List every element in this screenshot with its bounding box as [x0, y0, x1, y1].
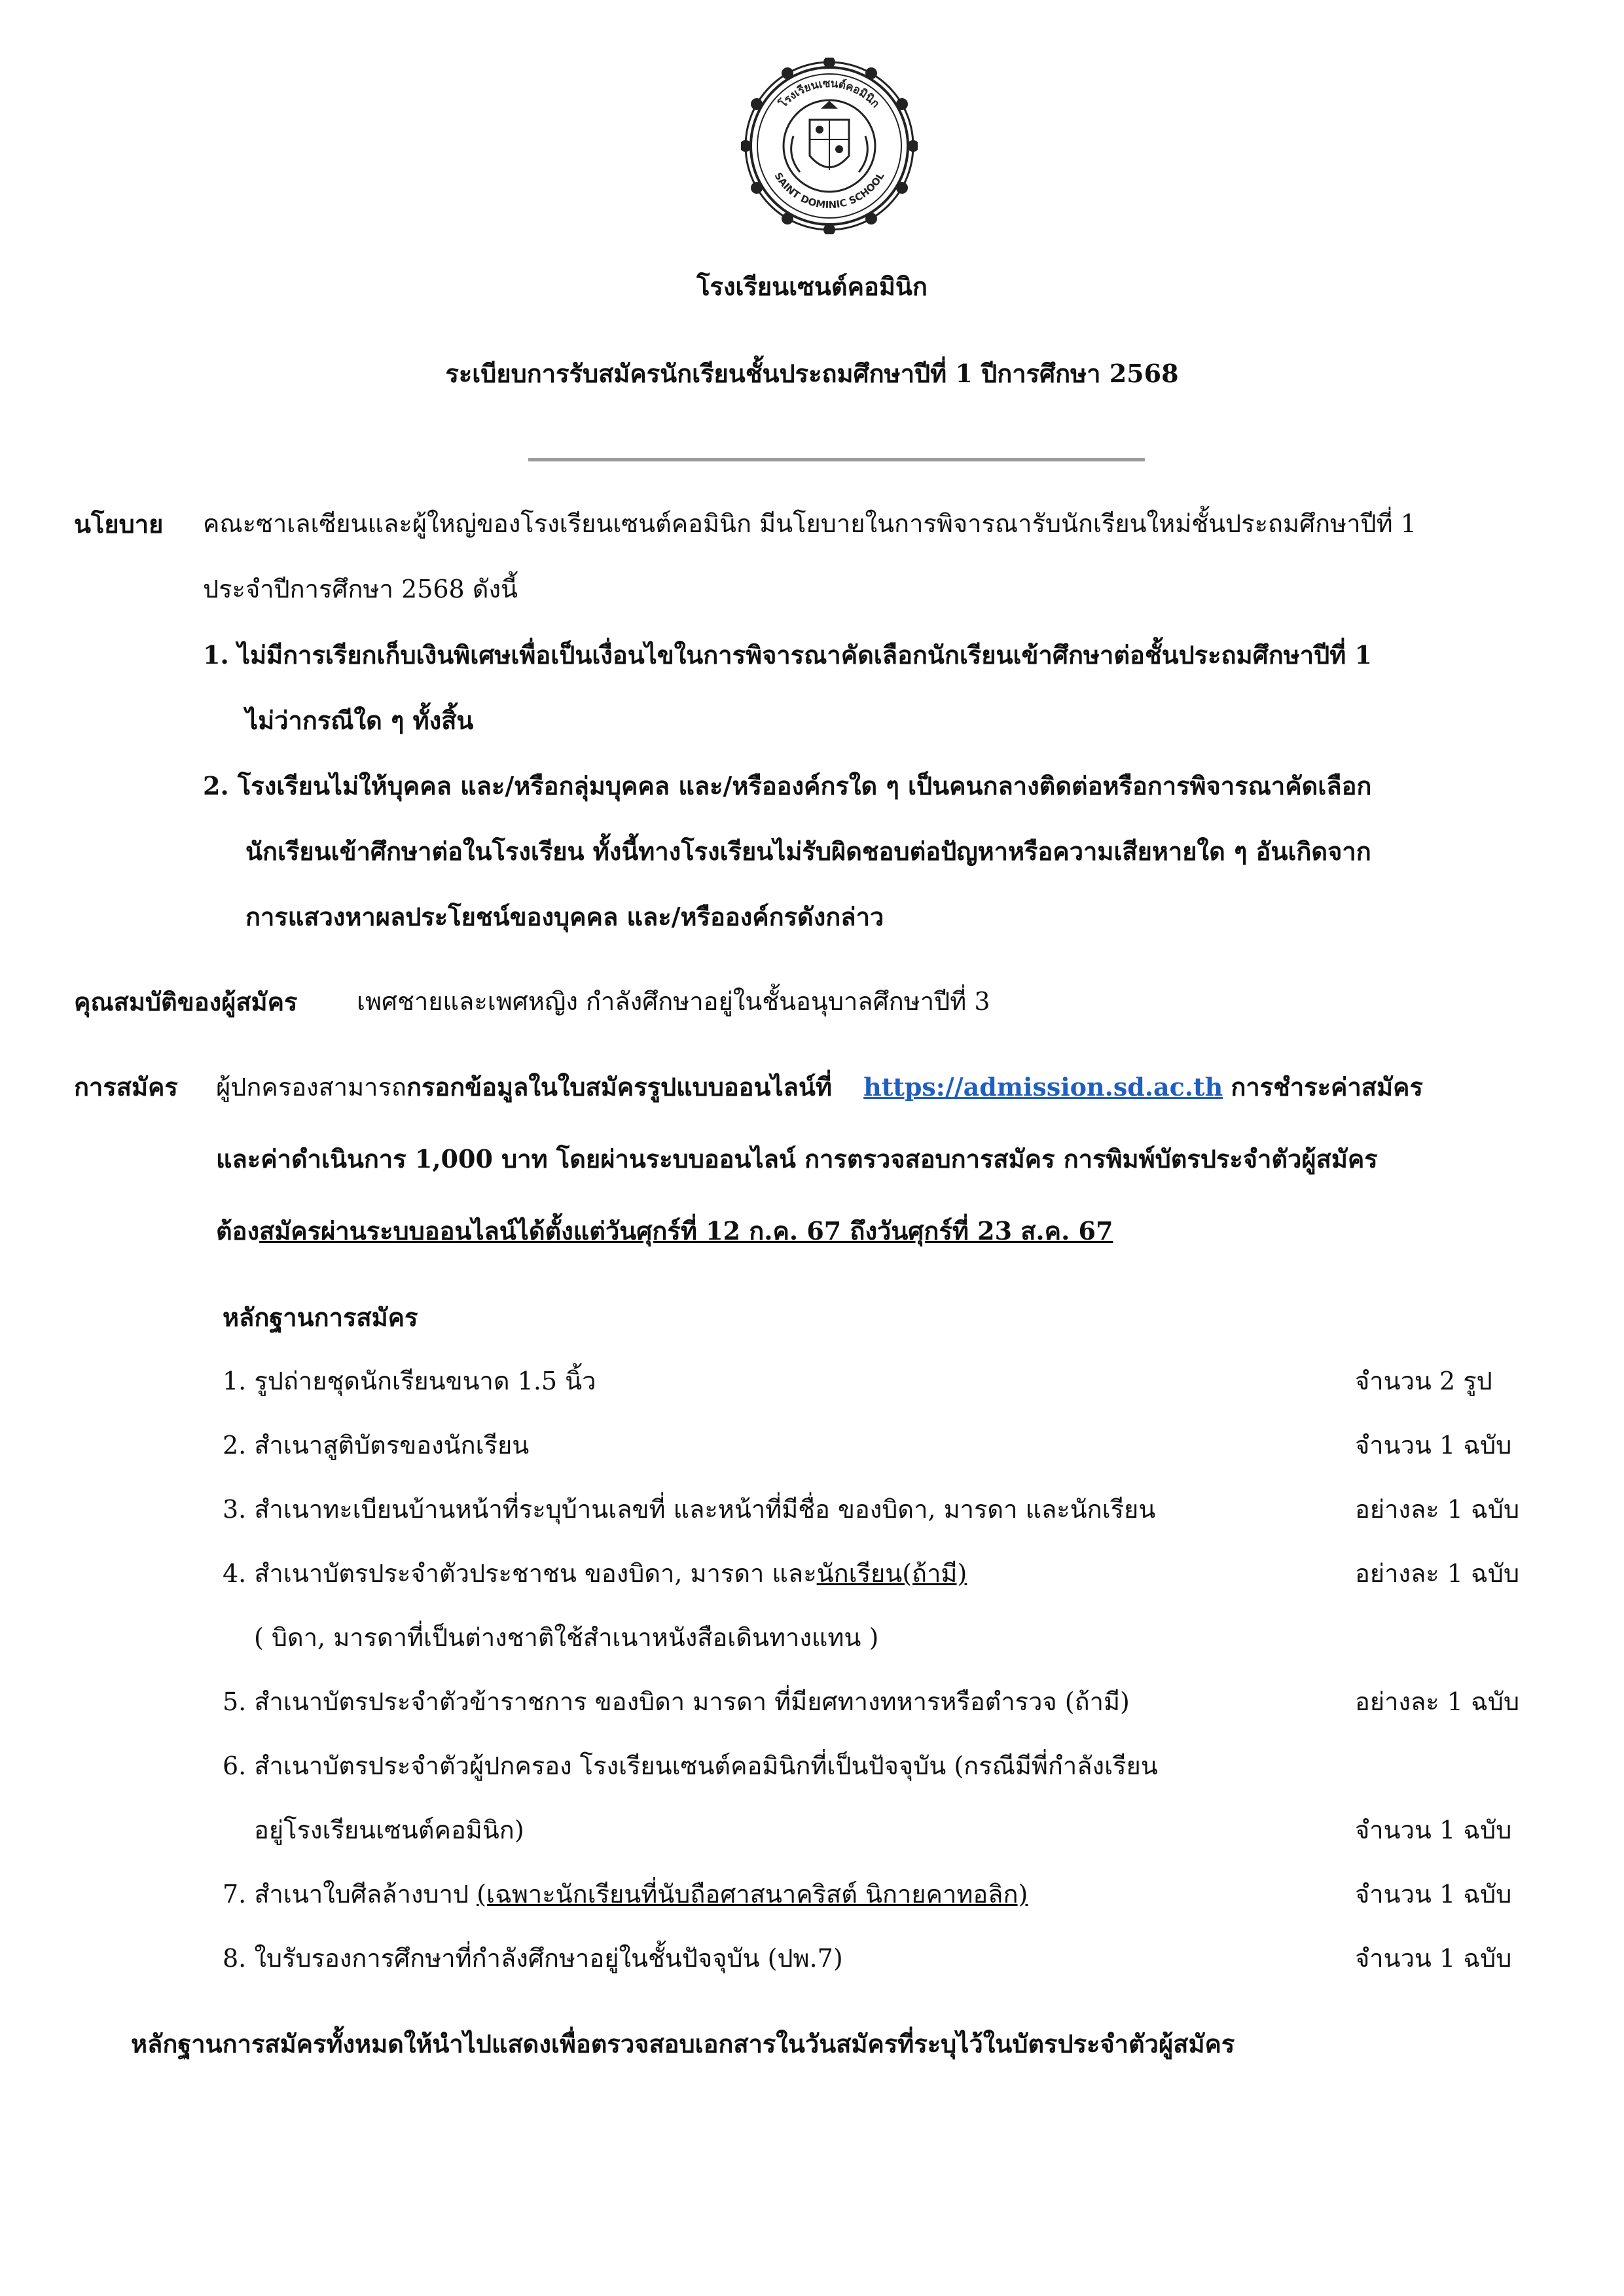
- evidence-item-note: ( บิดา, มารดาที่เป็นต่างชาติใช้สำเนาหนังสือเดินทางแทน ): [254, 1623, 879, 1652]
- evidence-item-num: 4.: [223, 1559, 247, 1588]
- seal-ring-text: SAINT DOMINIC SCHOOL: [772, 170, 887, 211]
- qualification-label: คุณสมบัติของผู้สมัคร: [74, 987, 298, 1016]
- evidence-item-num: 5.: [223, 1687, 247, 1716]
- evidence-item-num: 1.: [223, 1367, 247, 1395]
- policy-item-2: 2. โรงเรียนไม่ให้บุคคล และ/หรือกลุ่มบุคคล และ/หรือองค์กรใด ๆ เป็นคนกลางติดต่อหรือการพิจารณาคัดเลือก: [203, 771, 1372, 800]
- evidence-item: [223, 1559, 967, 1589]
- evidence-item: [223, 1880, 1028, 1910]
- school-seal-logo: [741, 58, 918, 234]
- policy-label: นโยบาย: [74, 509, 164, 539]
- evidence-item-num: 6.: [223, 1751, 247, 1780]
- evidence-item-text: สำเนาสูติบัตรของนักเรียน: [254, 1431, 530, 1460]
- application-period: สมัครผ่านระบบออนไลน์ได้ตั้งแต่วันศุกร์ที่ 12 ก.ค. 67 ถึงวันศุกร์ที่ 23 ส.ค. 67: [259, 1216, 1113, 1246]
- policy-intro-line2: ประจำปีการศึกษา 2568 ดังนี้: [203, 575, 518, 603]
- evidence-item-qty: จำนวน 2 รูป: [1355, 1367, 1492, 1395]
- policy-intro-line1: คณะซาเลเซียนและผู้ใหญ่ของโรงเรียนเซนต์คอมินิก มีนโยบายในการพิจารณารับนักเรียนใหม่ชั้นประถมศึกษาปีที่ 1: [203, 509, 1416, 538]
- footer-note: หลักฐานการสมัครทั้งหมดให้นำไปแสดงเพื่อตรวจสอบเอกสารในวันสมัครที่ระบุไว้ในบัตรประจำตัวผู้สมัคร: [131, 2029, 1235, 2058]
- evidence-item-num: 3.: [223, 1495, 247, 1524]
- evidence-item-qty: จำนวน 1 ฉบับ: [1355, 1880, 1512, 1909]
- application-line3-prefix: ต้อง: [216, 1216, 260, 1246]
- application-line1-plain: ผู้ปกครองสามารถ: [216, 1073, 406, 1102]
- application-line1-end: การชำระค่าสมัคร: [1231, 1072, 1423, 1102]
- evidence-item: [223, 1944, 843, 1974]
- evidence-item-qty: อย่างละ 1 ฉบับ: [1355, 1559, 1520, 1588]
- evidence-item-text: สำเนาบัตรประจำตัวข้าราชการ ของบิดา มารดา ที่มียศทางทหารหรือตำรวจ (ถ้ามี): [254, 1687, 1130, 1716]
- evidence-item-text-underlined: (เฉพาะนักเรียนที่นับถือศาสนาคริสต์ นิกายคาทอลิก): [477, 1880, 1028, 1909]
- admission-link[interactable]: https://admission.sd.ac.th: [863, 1072, 1223, 1102]
- evidence-item-text-underlined: นักเรียน(ถ้ามี): [816, 1559, 967, 1588]
- evidence-item: [223, 1367, 596, 1397]
- evidence-item-qty: จำนวน 1 ฉบับ: [1355, 1431, 1512, 1460]
- application-line1-bold: กรอกข้อมูลในใบสมัครรูปแบบออนไลน์ที่: [406, 1072, 832, 1102]
- evidence-item-text: สำเนาบัตรประจำตัวผู้ปกครอง โรงเรียนเซนต์คอมินิกที่เป็นปัจจุบัน (กรณีมีพี่กำลังเรียน: [254, 1751, 1158, 1780]
- seal-top-text: โรงเรียนเซนต์คอมินิก: [776, 77, 882, 111]
- qualification-text: เพศชายและเพศหญิง กำลังศึกษาอยู่ในชั้นอนุบาลศึกษาปีที่ 3: [357, 987, 990, 1016]
- policy-item-2-cont1: นักเรียนเข้าศึกษาต่อในโรงเรียน ทั้งนี้ทางโรงเรียนไม่รับผิดชอบต่อปัญหาหรือความเสียหายใด ๆ อันเกิดจาก: [245, 836, 1371, 866]
- evidence-item-text: รูปถ่ายชุดนักเรียนขนาด 1.5 นิ้ว: [254, 1367, 596, 1395]
- application-line2: และค่าดำเนินการ 1,000 บาท โดยผ่านระบบออนไลน์ การตรวจสอบการสมัคร การพิมพ์บัตรประจำตัวผู้สมัคร: [216, 1144, 1378, 1174]
- application-line1: [216, 1072, 1423, 1103]
- evidence-item: [223, 1687, 1130, 1717]
- policy-item-1-cont: ไม่ว่ากรณีใด ๆ ทั้งสิ้น: [245, 706, 474, 735]
- evidence-item-num: 8.: [223, 1944, 247, 1973]
- application-line3: [216, 1216, 1113, 1246]
- evidence-item-text-cont: อยู่โรงเรียนเซนต์คอมินิก): [254, 1816, 524, 1844]
- policy-item-2-cont2: การแสวงหาผลประโยชน์ของบุคคล และ/หรือองค์กรดังกล่าว: [245, 902, 884, 931]
- evidence-item-text: สำเนาใบศีลล้างบาป: [254, 1880, 477, 1909]
- evidence-item-num: 2.: [223, 1431, 247, 1460]
- policy-item-1: 1. ไม่มีการเรียกเก็บเงินพิเศษเพื่อเป็นเงื่อนไขในการพิจารณาคัดเลือกนักเรียนเข้าศึกษาต่อชั้นประถมศึกษาปีที่ 1: [203, 640, 1372, 670]
- evidence-item-text: สำเนาบัตรประจำตัวประชาชน ของบิดา, มารดา และ: [254, 1559, 817, 1588]
- evidence-item-text: สำเนาทะเบียนบ้านหน้าที่ระบุบ้านเลขที่ และหน้าที่มีชื่อ ของบิดา, มารดา และนักเรียน: [254, 1495, 1156, 1524]
- evidence-item-num: 7.: [223, 1880, 247, 1909]
- evidence-item-qty: จำนวน 1 ฉบับ: [1355, 1816, 1512, 1844]
- evidence-item-qty: อย่างละ 1 ฉบับ: [1355, 1495, 1520, 1524]
- evidence-item: [223, 1431, 529, 1461]
- evidence-item: [223, 1495, 1155, 1525]
- title-divider: [528, 458, 1145, 461]
- evidence-item-text: ใบรับรองการศึกษาที่กำลังศึกษาอยู่ในชั้นปัจจุบัน (ปพ.7): [254, 1944, 843, 1973]
- school-name: โรงเรียนเซนต์คอมินิก: [696, 272, 928, 301]
- page-title: ระเบียบการรับสมัครนักเรียนชั้นประถมศึกษาปีที่ 1 ปีการศึกษา 2568: [445, 359, 1179, 388]
- application-label: การสมัคร: [74, 1072, 178, 1102]
- evidence-heading: หลักฐานการสมัคร: [223, 1302, 418, 1332]
- evidence-item-qty: จำนวน 1 ฉบับ: [1355, 1944, 1512, 1973]
- evidence-item: [223, 1751, 1158, 1782]
- evidence-item-qty: อย่างละ 1 ฉบับ: [1355, 1687, 1520, 1716]
